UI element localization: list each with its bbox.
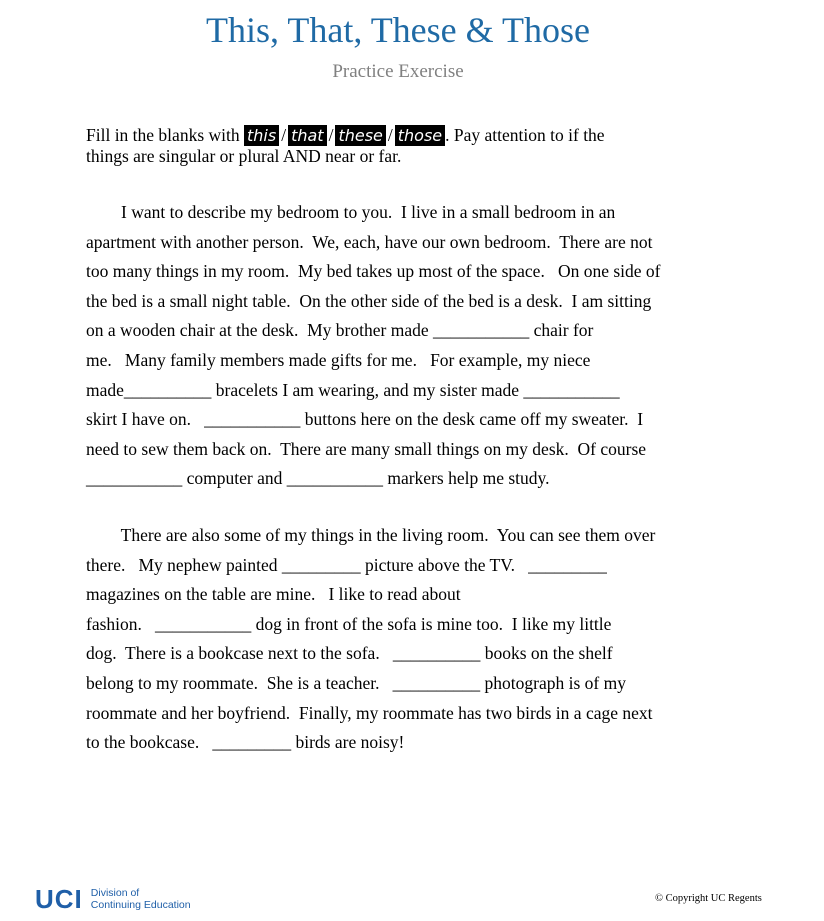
paragraph-line: There are also some of my things in the living room. You can see them over xyxy=(86,525,656,545)
uci-logo xyxy=(35,884,191,914)
uci-logo-line2: Continuing Education xyxy=(90,899,191,911)
option-separator: / xyxy=(387,125,393,145)
paragraph-line: belong to my roommate. She is a teacher. __________ photograph is of my xyxy=(86,672,626,693)
paragraph-line: to the bookcase. _________ birds are noisy! xyxy=(86,732,405,753)
instructions-prefix: Fill in the blanks with xyxy=(86,125,244,145)
option-chip-these: these xyxy=(335,125,385,146)
option-separator: / xyxy=(328,125,334,145)
page-subtitle: Practice Exercise xyxy=(332,61,464,82)
paragraph-line: made__________ bracelets I am wearing, and my sister made ___________ xyxy=(86,379,620,400)
option-chip-this: this xyxy=(244,125,279,146)
page-title: This, That, These & Those xyxy=(206,10,590,50)
instructions-suffix: . Pay attention to if the xyxy=(445,125,605,145)
paragraph-line: dog. There is a bookcase next to the sofa. __________ books on the shelf xyxy=(86,643,613,664)
paragraph-line: on a wooden chair at the desk. My brother made ___________ chair for xyxy=(86,320,594,341)
option-chip-that: that xyxy=(288,125,327,146)
exercise-paragraph-1 xyxy=(86,198,726,494)
paragraph-line: magazines on the table are mine. I like to read about xyxy=(86,584,461,605)
paragraph-line: there. My nephew painted _________ picture above the TV. _________ xyxy=(86,554,607,575)
paragraph-line: the bed is a small night table. On the other side of the bed is a desk. I am sitting xyxy=(86,290,652,311)
exercise-paragraph-2 xyxy=(86,521,726,758)
paragraph-line: apartment with another person. We, each, have our own bedroom. There are not xyxy=(86,231,653,252)
paragraph-line: skirt I have on. ___________ buttons here on the desk came off my sweater. I xyxy=(86,409,644,430)
uci-logo-text xyxy=(91,887,191,911)
uci-logo-line1: Division of xyxy=(90,887,140,899)
instructions xyxy=(86,125,726,167)
paragraph-line: too many things in my room. My bed takes up most of the space. On one side of xyxy=(86,261,661,282)
uci-logo-mark: UCI xyxy=(35,884,83,914)
paragraph-line: I want to describe my bedroom to you. I live in a small bedroom in an xyxy=(86,202,616,222)
paragraph-line: me. Many family members made gifts for me. For example, my niece xyxy=(86,349,591,370)
paragraph-line: ___________ computer and ___________ markers help me study. xyxy=(86,468,550,489)
paragraph-line: need to sew them back on. There are many small things on my desk. Of course xyxy=(86,438,647,459)
paragraph-line: roommate and her boyfriend. Finally, my roommate has two birds in a cage next xyxy=(86,702,653,723)
paragraph-line: fashion. ___________ dog in front of the sofa is mine too. I like my little xyxy=(86,613,612,634)
option-separator: / xyxy=(281,125,287,145)
option-chip-those: those xyxy=(395,125,445,146)
instructions-line2: things are singular or plural AND near or far. xyxy=(86,146,402,166)
copyright-notice: © Copyright UC Regents xyxy=(655,893,762,904)
